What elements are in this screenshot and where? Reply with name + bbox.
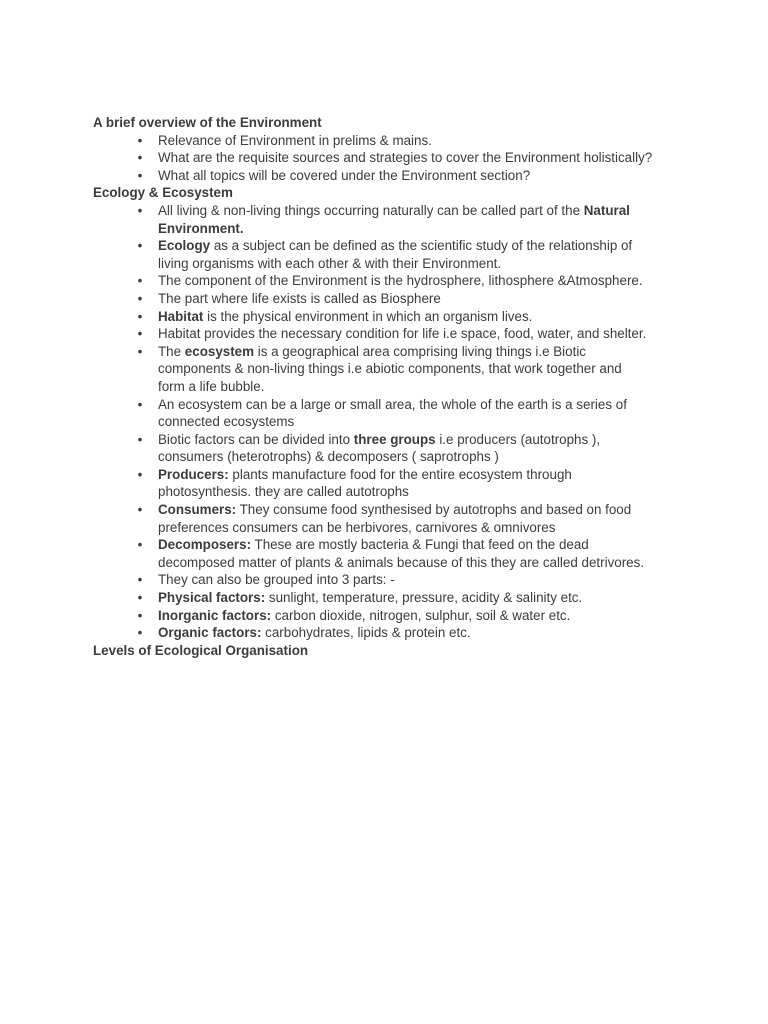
- bullet-icon: •: [137, 273, 143, 289]
- list-item: [93, 501, 733, 536]
- text-run: carbon dioxide, nitrogen, sulphur, soil & water etc.: [271, 607, 571, 623]
- bullet-icon: •: [137, 202, 143, 218]
- text-run: These are mostly bacteria & Fungi that feed on the dead: [251, 537, 589, 553]
- list-item: [93, 290, 733, 308]
- text-run: living organisms with each other & with their Environment.: [158, 255, 502, 271]
- text-run: The: [158, 343, 185, 359]
- bullet-icon: •: [137, 590, 143, 606]
- text-run: preferences consumers can be herbivores, carnivores & omnivores: [158, 519, 556, 535]
- list-item-line: [158, 167, 733, 185]
- bullet-icon: •: [137, 431, 143, 447]
- list-item: [93, 589, 733, 607]
- list-item: [93, 571, 733, 589]
- section-heading: A brief overview of the Environment: [93, 115, 322, 130]
- list-item: [93, 624, 733, 642]
- list-item-line: [158, 396, 733, 414]
- list-item: [93, 149, 733, 167]
- list-item-line: [158, 431, 733, 449]
- text-run: connected ecosystems: [158, 414, 295, 430]
- list-item: [93, 237, 733, 272]
- list-item: [93, 202, 733, 237]
- bullet-icon: •: [137, 326, 143, 342]
- text-run: as a subject can be defined as the scientific study of the relationship of: [210, 238, 633, 254]
- text-run: Habitat provides the necessary condition for life i.e space, food, water, and shelter.: [158, 326, 647, 342]
- bold-term: Physical factors:: [158, 590, 266, 606]
- list-item-line: [158, 255, 733, 273]
- bullet-icon: •: [137, 132, 143, 148]
- bullet-icon: •: [137, 625, 143, 641]
- bold-term: Environment.: [158, 220, 244, 236]
- bullet-icon: •: [137, 607, 143, 623]
- list-item-line: [158, 501, 733, 519]
- list-item-line: [158, 607, 733, 625]
- bullet-icon: •: [137, 396, 143, 412]
- list-item: [93, 132, 733, 150]
- document-body: [93, 114, 733, 659]
- text-run: The part where life exists is called as Biosphere: [158, 290, 441, 306]
- bullet-icon: •: [137, 290, 143, 306]
- bullet-icon: •: [137, 308, 143, 324]
- bold-term: ecosystem: [184, 343, 255, 359]
- bullet-icon: •: [137, 150, 143, 166]
- bold-term: Consumers:: [158, 502, 237, 518]
- list-item-line: [158, 202, 733, 220]
- text-run: sunlight, temperature, pressure, acidity & salinity etc.: [265, 590, 583, 606]
- text-run: i.e producers (autotrophs ),: [435, 431, 601, 447]
- bullet-icon: •: [137, 466, 143, 482]
- list-item-line: [158, 308, 733, 326]
- list-item-line: [158, 483, 733, 501]
- list-item-line: [158, 554, 733, 572]
- text-run: form a life bubble.: [158, 378, 265, 394]
- bold-term: Producers:: [158, 466, 229, 482]
- text-run: What are the requisite sources and strategies to cover the Environment holistically?: [158, 150, 653, 166]
- bold-term: Inorganic factors:: [158, 607, 272, 623]
- bold-term: Organic factors:: [158, 625, 262, 641]
- text-run: Biotic factors can be divided into: [158, 431, 354, 447]
- bullet-list: [93, 202, 733, 642]
- list-item-line: [158, 360, 733, 378]
- bold-term: three groups: [353, 431, 436, 447]
- list-item-line: [158, 272, 733, 290]
- list-item: [93, 325, 733, 343]
- bullet-icon: •: [137, 502, 143, 518]
- section-heading: Ecology & Ecosystem: [93, 185, 233, 201]
- list-item-line: [158, 466, 733, 484]
- list-item-line: [158, 149, 733, 167]
- text-run: They consume food synthesised by autotrophs and based on food: [236, 502, 632, 518]
- list-item-line: [158, 519, 733, 537]
- text-run: carbohydrates, lipids & protein etc.: [261, 625, 471, 641]
- list-item-line: [158, 624, 733, 642]
- text-run: All living & non-living things occurring naturally can be called part of the: [158, 202, 584, 218]
- text-run: They can also be grouped into 3 parts: -: [158, 572, 395, 588]
- text-run: decomposed matter of plants & animals because of this they are called detrivores.: [158, 554, 645, 570]
- list-item-line: [158, 378, 733, 396]
- text-run: plants manufacture food for the entire ecosystem through: [228, 466, 572, 482]
- list-item-line: [158, 589, 733, 607]
- bullet-icon: •: [137, 572, 143, 588]
- list-item-line: [158, 290, 733, 308]
- text-run: The component of the Environment is the hydrosphere, lithosphere &Atmosphere.: [158, 273, 643, 289]
- list-item: [93, 343, 733, 396]
- list-item-line: [158, 325, 733, 343]
- list-item-line: [158, 132, 733, 150]
- list-item: [93, 466, 733, 501]
- text-run: is the physical environment in which an organism lives.: [203, 308, 533, 324]
- bold-term: Natural: [583, 202, 630, 218]
- bold-term: Decomposers:: [158, 537, 252, 553]
- bullet-icon: •: [137, 167, 143, 183]
- bullet-icon: •: [137, 238, 143, 254]
- text-run: consumers (heterotrophs) & decomposers ( saprotrophs ): [158, 449, 499, 465]
- bullet-icon: •: [137, 537, 143, 553]
- list-item: [93, 431, 733, 466]
- bold-term: Ecology: [158, 238, 211, 254]
- list-item-line: [158, 413, 733, 431]
- bullet-list: [93, 132, 733, 185]
- text-run: is a geographical area comprising living things i.e Biotic: [254, 343, 586, 359]
- list-item: [93, 308, 733, 326]
- list-item-line: [158, 237, 733, 255]
- text-run: Relevance of Environment in prelims & mains.: [158, 132, 432, 148]
- list-item: [93, 536, 733, 571]
- list-item-line: [158, 536, 733, 554]
- text-run: photosynthesis. they are called autotrophs: [158, 484, 409, 500]
- bullet-icon: •: [137, 343, 143, 359]
- list-item-line: [158, 220, 733, 238]
- section-heading: Levels of Ecological Organisation: [93, 642, 309, 658]
- bold-term: Habitat: [158, 308, 204, 324]
- list-item: [93, 607, 733, 625]
- list-item: [93, 167, 733, 185]
- list-item-line: [158, 571, 733, 589]
- list-item-line: [158, 448, 733, 466]
- text-run: What all topics will be covered under the Environment section?: [158, 167, 531, 183]
- list-item-line: [158, 343, 733, 361]
- text-run: components & non-living things i.e abiotic components, that work together and: [158, 361, 622, 377]
- list-item: [93, 396, 733, 431]
- list-item: [93, 272, 733, 290]
- text-run: An ecosystem can be a large or small area, the whole of the earth is a series of: [158, 396, 627, 412]
